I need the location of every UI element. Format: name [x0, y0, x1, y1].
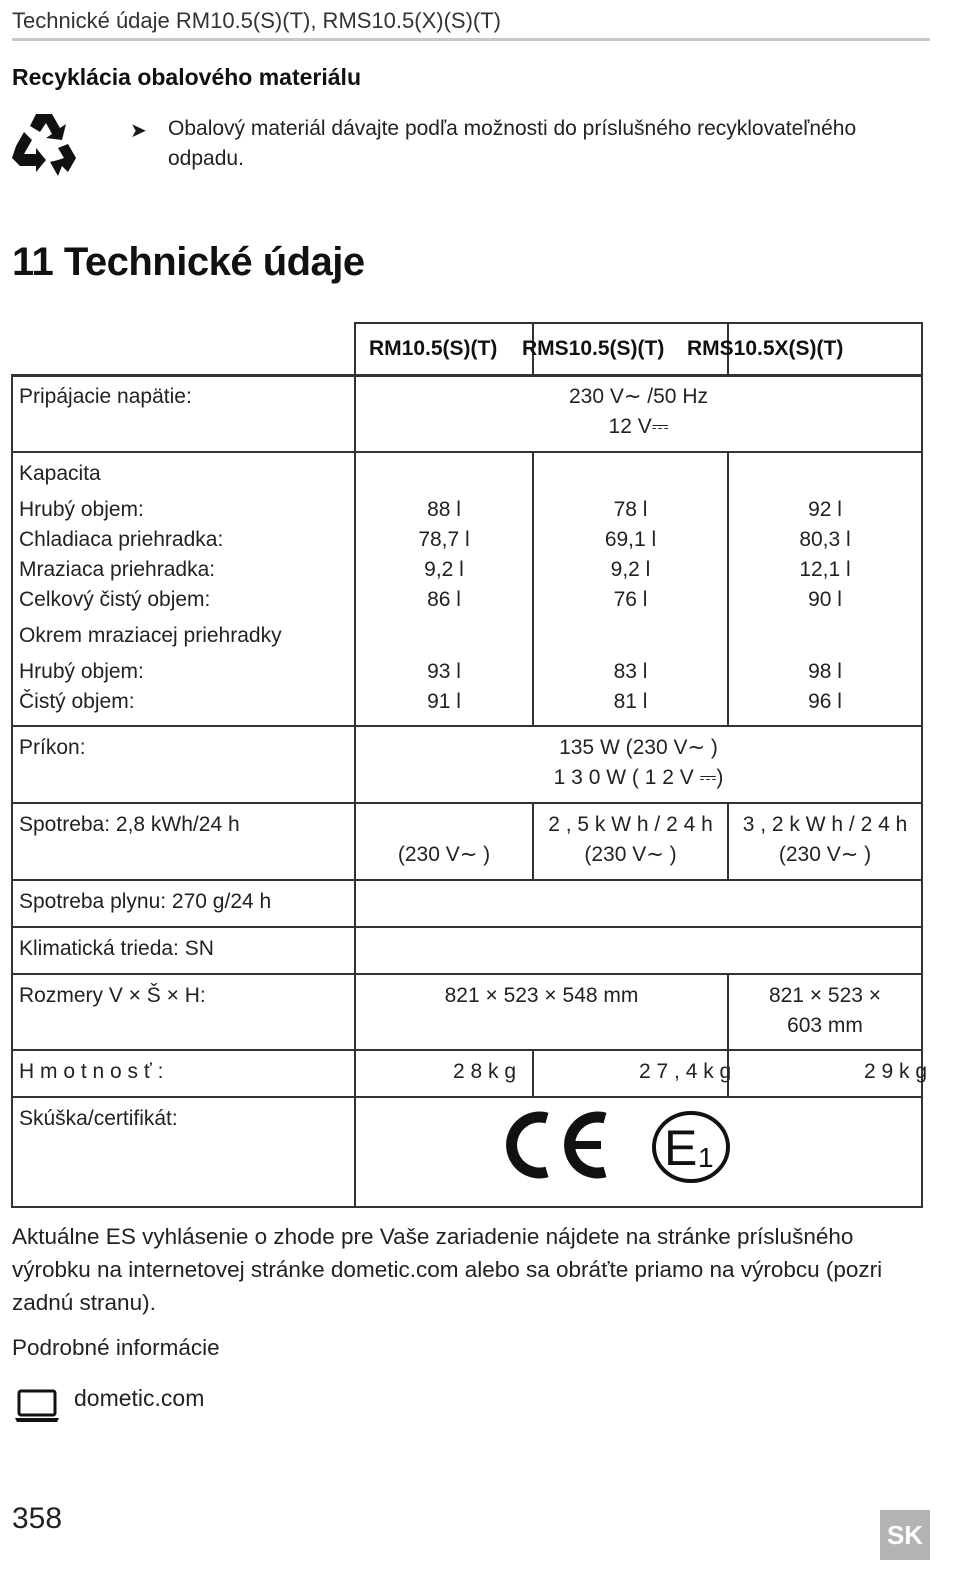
capacity-sub-label: Okrem mraziacej priehradky — [19, 624, 282, 647]
gas-consumption-label: Spotreba plynu: 270 g/24 h — [19, 890, 272, 913]
capacity-row-label: Celkový čistý objem: — [19, 588, 211, 611]
capacity-value: 88 l — [427, 498, 461, 521]
more-info-label: Podrobné informácie — [12, 1335, 220, 1360]
bullet-arrow-icon: ➤ — [130, 120, 147, 142]
dimensions-value: 603 mm — [787, 1014, 863, 1037]
consumption-label: Spotreba: 2,8 kWh/24 h — [19, 813, 240, 836]
capacity-value: 80,3 l — [799, 528, 851, 551]
capacity-value: 78,7 l — [418, 528, 470, 551]
climate-class-label: Klimatická trieda: SN — [19, 937, 214, 960]
consumption-value: 2 , 5 k W h / 2 4 h — [548, 813, 713, 836]
capacity-row-label: Hrubý objem: — [19, 498, 144, 521]
recycling-heading: Recyklácia obalového materiálu — [12, 64, 361, 90]
recycle-icon — [10, 110, 78, 178]
capacity-value: 83 l — [613, 660, 648, 683]
chapter-title: 11 Technické údaje — [12, 240, 365, 284]
weight-value: 2 7 , 4 k g — [639, 1060, 732, 1083]
laptop-icon — [13, 1388, 61, 1424]
capacity-value: 9,2 l — [610, 558, 651, 581]
consumption-value: 3 , 2 k W h / 2 4 h — [742, 813, 908, 836]
power-value-dc: 1 3 0 W ( 1 2 V ⎓) — [553, 766, 724, 789]
e-mark-letter: E — [664, 1120, 698, 1176]
consumption-value: (230 V∼ ) — [778, 843, 872, 866]
capacity-row-label: Čistý objem: — [19, 690, 135, 713]
declaration-text: Aktuálne ES vyhlásenie o zhode pre Vaše zariadenie nájdete na stránke príslušného výrobku na internetovej stránke dometic.com alebo sa obráťte priamo na výrobcu (pozri zadnú stranu). — [12, 1224, 883, 1315]
column-header-rms105st: RMS10.5(S)(T) — [522, 337, 665, 360]
capacity-value: 96 l — [808, 690, 842, 713]
capacity-value: 9,2 l — [424, 558, 464, 581]
capacity-value: 98 l — [808, 660, 842, 683]
capacity-value: 93 l — [427, 660, 461, 683]
capacity-value: 76 l — [613, 588, 648, 611]
consumption-value: (230 V∼ ) — [584, 843, 677, 866]
certificate-label: Skúška/certifikát: — [19, 1107, 178, 1130]
running-header: Technické údaje RM10.5(S)(T), RMS10.5(X)(S)(T) — [12, 6, 930, 41]
dometic-link[interactable]: dometic.com — [74, 1385, 205, 1411]
capacity-value: 81 l — [613, 690, 648, 713]
spec-table — [11, 322, 928, 1208]
e1-mark-icon — [651, 1110, 731, 1184]
capacity-row-label: Mraziaca priehradka: — [19, 558, 216, 581]
recycling-text: Obalový materiál dávajte podľa možnosti do príslušného recyklovateľného odpadu. — [168, 117, 857, 170]
power-label: Príkon: — [19, 736, 86, 759]
e-mark-number: 1 — [698, 1142, 714, 1173]
ce-mark-text: CE — [502, 1179, 504, 1180]
voltage-value-ac: 230 V∼ /50 Hz — [568, 385, 708, 408]
dimensions-value: 821 × 523 × 548 mm — [444, 984, 639, 1007]
dimensions-value: 821 × 523 × — [768, 984, 882, 1007]
capacity-value: 12,1 l — [799, 558, 851, 581]
weight-value: 2 9 k g — [864, 1060, 928, 1083]
column-header-rm105st: RM10.5(S)(T) — [369, 337, 498, 360]
capacity-value: 91 l — [427, 690, 461, 713]
capacity-label: Kapacita — [19, 462, 101, 485]
capacity-value: 78 l — [613, 498, 648, 521]
column-header-rms105xst: RMS10.5X(S)(T) — [687, 337, 844, 360]
language-badge: SK — [880, 1510, 930, 1560]
consumption-value: (230 V∼ ) — [397, 843, 491, 866]
capacity-row-label: Hrubý objem: — [19, 660, 144, 683]
weight-label: H m o t n o s ť : — [19, 1060, 164, 1083]
voltage-label: Pripájacie napätie: — [19, 385, 192, 408]
ce-mark-icon — [501, 1110, 613, 1180]
power-value-ac: 135 W (230 V∼ ) — [559, 736, 718, 759]
voltage-value-dc: 12 V⎓ — [608, 415, 669, 438]
capacity-row-label: Chladiaca priehradka: — [19, 528, 224, 551]
capacity-value: 69,1 l — [604, 528, 657, 551]
capacity-value: 90 l — [808, 588, 842, 611]
weight-value: 2 8 k g — [453, 1060, 517, 1083]
capacity-value: 92 l — [808, 498, 842, 521]
capacity-value: 86 l — [427, 588, 461, 611]
page-number: 358 — [12, 1502, 63, 1535]
dimensions-label: Rozmery V × Š × H: — [19, 984, 206, 1007]
